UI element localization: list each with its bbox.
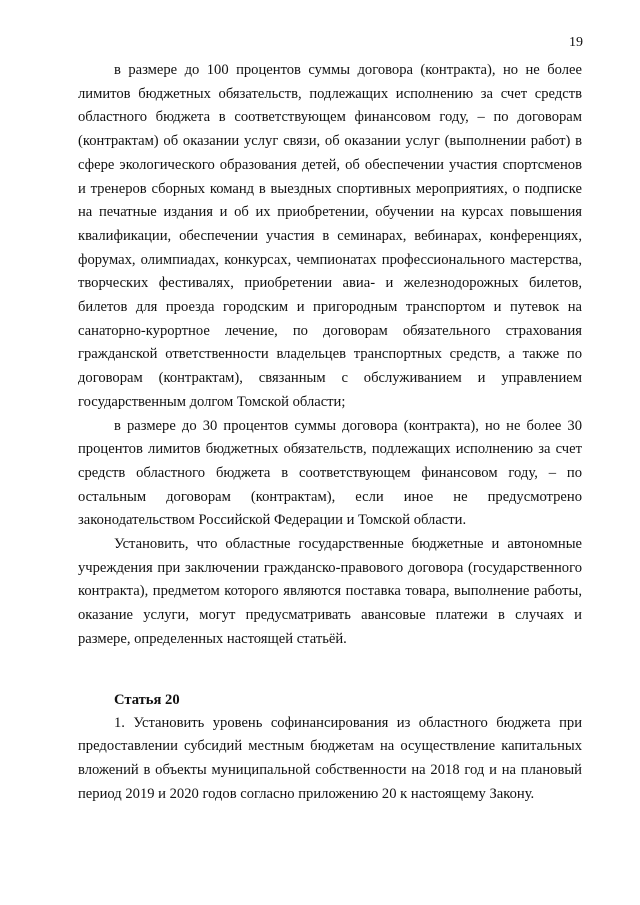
article-heading: Статья 20	[114, 691, 180, 708]
page-number: 19	[569, 35, 583, 50]
paragraph-institutions-advance: Установить, что областные государственные бюджетные и автономные учреждения при заключении гражданско-правового договора (государственного контракта), предметом которого являются поставка товара, выполнение работы, оказание услуги, могут предусматривать авансовые платежи в случаях и размере, определенных настоящей статьёй.	[78, 536, 582, 647]
document-body	[78, 59, 582, 806]
paragraph-advance-30: в размере до 30 процентов суммы договора (контракта), но не более 30 процентов лимитов бюджетных обязательств, подлежащих исполнению за счет средств областного бюджета в соответствующем финансовом году, – по остальным договорам (контрактам), если иное не предусмотрено законодательством Российской Федерации и Томской области.	[78, 417, 582, 529]
article-paragraph: 1. Установить уровень софинансирования из областного бюджета при предоставлении субсидий местным бюджетам на осуществление капитальных вложений в объекты муниципальной собственности на 2018 год и на плановый период 2019 и 2020 годов согласно приложению 20 к настоящему Закону.	[78, 714, 582, 802]
paragraph-advance-100: в размере до 100 процентов суммы договора (контракта), но не более лимитов бюджетных обязательств, подлежащих исполнению за счет средств областного бюджета в соответствующем финансовом году, – по договорам (контрактам) об оказании услуг связи, об оказании услуг (выполнении работ) в сфере экологического образования детей, об обеспечении участия спортсменов и тренеров сборных команд в выездных спортивных мероприятиях, о подписке на печатные издания и об их приобретении, обучении на курсах повышения квалификации, обеспечении участия в семинарах, вебинарах, конференциях, форумах, олимпиадах, конкурсах, чемпионатах профессионального мастерства, творческих фестивалях, приобретении авиа- и железнодорожных билетов, билетов для проезда городским и пригородным транспортом и путевок на санаторно-курортное лечение, по договорам обязательного страхования гражданской ответственности владельцев транспортных средств, а также по договорам (контрактам), связанным с обслуживанием и управлением государственным долгом Томской области;	[78, 62, 582, 410]
